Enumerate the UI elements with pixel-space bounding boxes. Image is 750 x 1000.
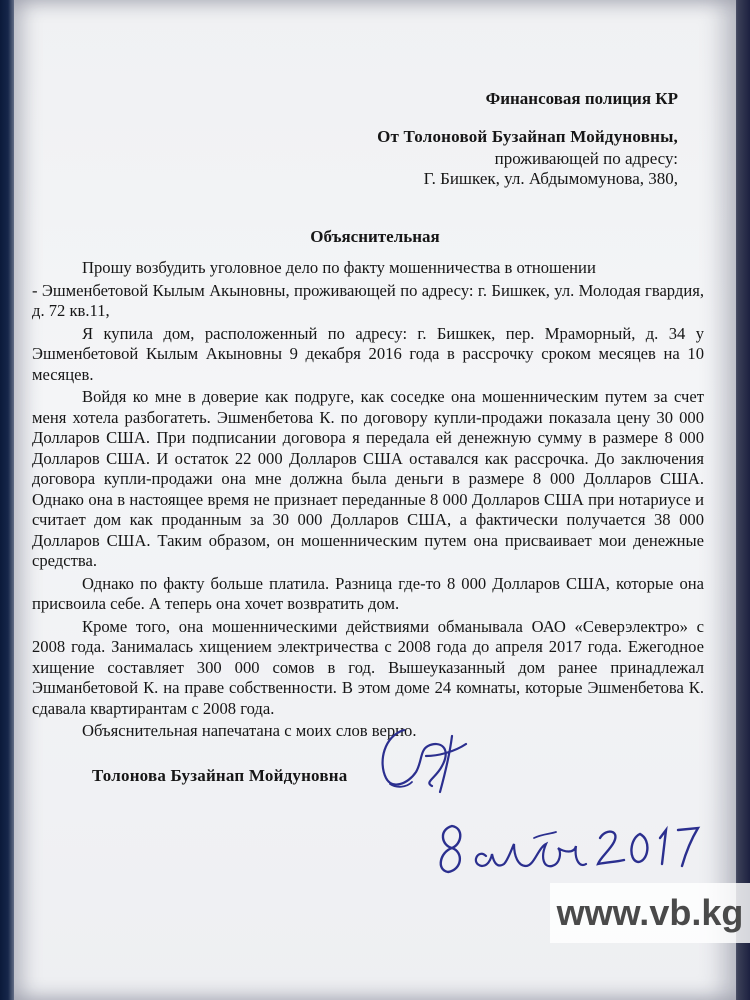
- handwritten-signature: [366, 722, 476, 800]
- site-watermark: www.vb.kg: [550, 883, 750, 943]
- document-title: Объяснительная: [310, 227, 440, 246]
- from-line: От Толоновой Бузайнап Мойдуновны,: [377, 127, 678, 146]
- document-page: [14, 0, 736, 1000]
- recipient-line: Финансовая полиция КР: [485, 89, 678, 108]
- paragraph-overpaid: Однако по факту больше платила. Разница где-то 8 000 Долларов США, которые она присвоила себе. А теперь она хочет возвратить дом.: [32, 573, 704, 613]
- paragraph-trust: Войдя ко мне в доверие как подруге, как соседке она мошенническим путем за счет меня хотела разбогатеть. Эшменбетова К. по договору купли-продажи показала цену 30 000 Долларов США. При подписании договора я передала ей денежную сумму в размере 8 000 Долларов США. И остаток 22 000 Долларов США оставался как рассрочка. До заключения договора купли-продажи она мне должна была деньги в размере 8 000 Долларов США. Однако она в настоящее время не признает переданные 8 000 Долларов США при нотариусе и считает дом как проданным за 30 000 Долларов США, а фактически получается 38 000 Долларов США. Таким образом, он мошенническим путем она присваивает мои денежные средства.: [32, 387, 704, 570]
- document-body: [32, 258, 704, 744]
- paragraph-request: Прошу возбудить уголовное дело по факту мошенничества в отношении: [82, 258, 596, 277]
- paragraph-confirmation: Объяснительная напечатана с моих слов верно.: [82, 721, 417, 740]
- paragraph-accused: - Эшменбетовой Кылым Акыновны, проживающей по адресу: г. Бишкек, ул. Молодая гвардия, д. 72 кв.11,: [32, 280, 704, 320]
- residing-line: проживающей по адресу:: [494, 149, 678, 168]
- address-line: Г. Бишкек, ул. Абдымомунова, 380,: [423, 169, 678, 188]
- paragraph-purchase: Я купила дом, расположенный по адресу: г. Бишкек, пер. Мраморный, д. 34 у Эшменбетовой Кылым Акыновны 9 декабря 2016 года в рассрочку сроком месяцев на 10 месяцев.: [32, 323, 704, 384]
- paragraph-electricity: Кроме того, она мошенническими действиями обманывала ОАО «Северэлектро» с 2008 года. Занималась хищением электричества с 2008 года до апреля 2017 года. Ежегодное хищение составляет 300 000 сомов в год. Вышеуказанный дом ранее принадлежал Эшманбетовой К. на праве собственности. В этом доме 24 комнаты, которые Эшменбетова К. сдавала квартирантам с 2008 года.: [32, 616, 704, 718]
- signer-name: Толонова Бузайнап Мойдуновна: [92, 766, 348, 785]
